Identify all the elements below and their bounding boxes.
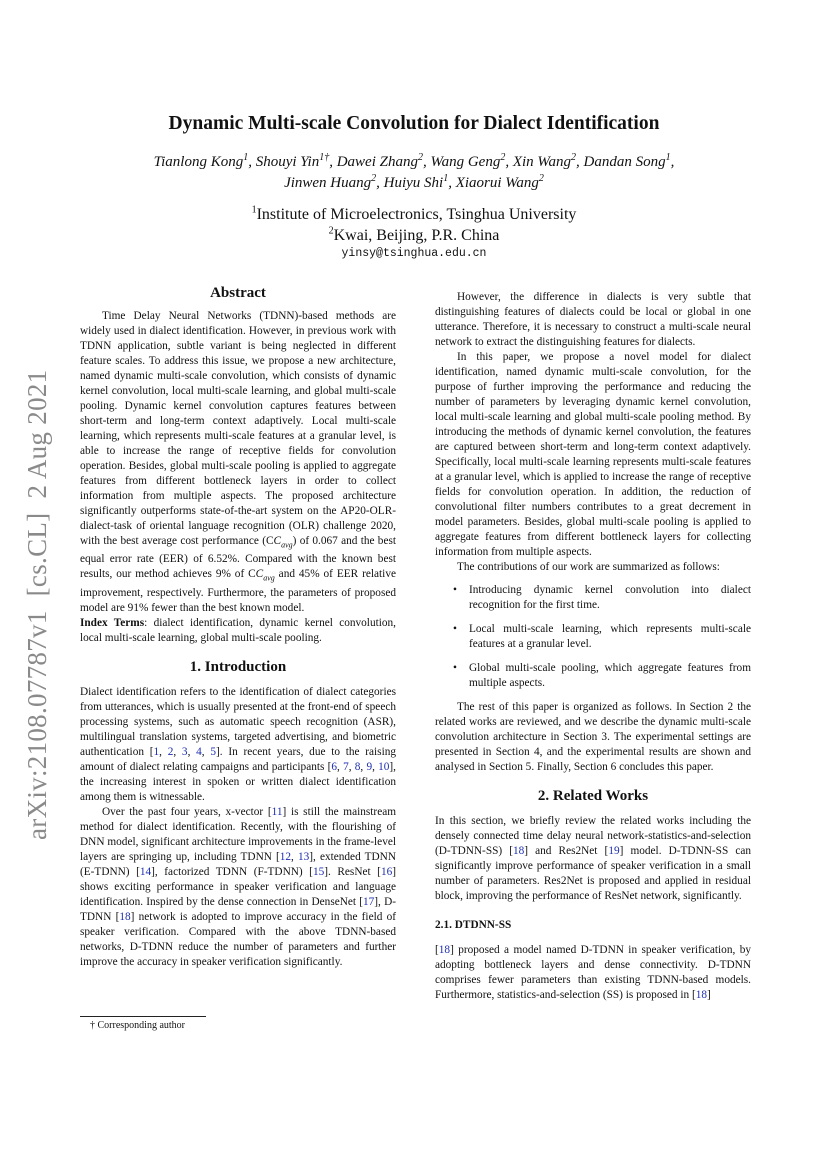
right-paragraph-1: However, the difference in dialects is very subtle that distinguishing features of dialects could be local or global in one utterance. Therefore, it is necessary to construct a multi-scale neural network to extract the distinguishing features for dialects. [435,291,751,348]
citation-link[interactable]: 15 [312,865,325,878]
paper-title: Dynamic Multi-scale Convolution for Dialect Identification [168,113,660,134]
abstract-text: Time Delay Neural Networks (TDNN)-based methods are widely used in dialect identification. However, in previous work with TDNN application, subtle variant is being neglected in different feature scales. To address this issue, we propose a new architecture, named dynamic multi-scale convolution, which consists of dynamic kernel convolution, local multi-scale learning, and global multi-scale pooling. Dynamic kernel convolution captures features between short-term and long-term context adaptively. Local multi-scale learning, which represents multi-scale features at a granular level, is able to increase the range of receptive fields for convolution operation. Besides, global multi-scale pooling is applied to aggregate features from different bottleneck layers in order to collect information from multiple aspects. The proposed architecture significantly outperforms state-of-the-art system on the AP20-OLR-dialect-task of oriental language recognition (OLR) challenge 2020, with the best average cost performance $(CC_{avg})$ of 0.067 and the best equal error rate (EER) of 6.52%. Compared with the known best results, our method achieves 9% of $CC_{avg}$ and 45% of EER relative improvement, respectively. Furthermore, the parameters of proposed model are 91% fewer than the best known model. [80,310,396,614]
subsection-heading: 2.1. DTDNN-SS [435,919,512,931]
citation-link[interactable]: 1 [153,745,160,758]
list-item: • Local multi-scale learning, which represents multi-scale features at a granular level. [453,623,751,650]
arxiv-category: [cs.CL] [22,512,52,597]
right-paragraph-4: The rest of this paper is organized as follows. In Section 2 the related works are reviewed, and we describe the dynamic multi-scale convolution architecture in Section 3. The experimental settings are presented in Section 4, and the experimental results are shown and analysed in Section 5. Finally, Section 6 concludes this paper. [435,701,751,773]
affiliations [114,204,714,246]
author: Shouyi Yin [255,154,320,170]
citation-link[interactable]: 14 [139,865,152,878]
footnote-rule [80,1016,206,1017]
list-item: • Global multi-scale pooling, which aggregate features from multiple aspects. [453,662,751,689]
citation-link[interactable]: 11 [271,805,283,818]
citation-link[interactable]: 12 [279,850,292,863]
intro-paragraph-2: Over the past four years, x-vector [11] is still the mainstream method for dialect identification. Recently, with the flourishing of DNN model, significant architecture improvements in the frame-level layers are springing up, including TDNN [12, 13], extended TDNN (E-TDNN) [14], factorized TDNN (F-TDNN) [15]. ResNet [16] shows exciting performance in speaker verification and language identification. Inspired by the dense connection in DenseNet [17], D-TDNN [18] network is adopted to improve accuracy in the field of speaker verification. Compared with the above TDNN-based networks, D-TDNN reduce the number of parameters and further improve the accuracy in speaker verification significantly. [80,805,397,968]
author: Dandan Song [583,154,666,170]
author: Dawei Zhang [336,154,418,170]
right-paragraph-3: The contributions of our work are summarized as follows: [457,561,720,573]
citation-link[interactable]: 2 [167,745,174,758]
arxiv-side-stamp [22,370,53,840]
author: Wang Geng [430,154,501,170]
introduction-heading: 1. Introduction [189,658,287,675]
affiliation-1: $^1$Institute of Microelectronics, Tsinghua University [251,204,577,223]
citation-link[interactable]: 18 [119,910,131,923]
list-item: • Introducing dynamic kernel convolution into dialect recognition for the first time. [453,584,751,611]
citation-link[interactable]: 18 [438,944,451,956]
index-terms: Index Terms: dialect identification, dynamic kernel convolution, local multi-scale learning, global multi-scale pooling. [80,616,396,644]
arxiv-date: 2 Aug 2021 [22,369,52,499]
right-column [435,290,751,1003]
author: Tianlong Kong [153,154,244,170]
bullet-icon: • [453,584,457,596]
citation-link[interactable]: 7 [343,760,349,773]
contribution-list [435,583,751,691]
author-list [90,152,738,194]
citation-link[interactable]: 10 [378,760,390,773]
author-line-2: Jinwen Huang$^2$, Huiyu Shi$^1$, Xiaorui Wang$^2$ [284,173,544,191]
author: Jinwen Huang [284,175,372,191]
bullet-icon: • [453,662,457,674]
bullet-icon: • [453,623,457,635]
right-paragraph-2: In this paper, we propose a novel model for dialect identification, named dynamic multi-scale convolution, for the purpose of further improving the performance and reducing the number of parameters by leveraging dynamic kernel convolution, local multi-scale learning and global multi-scale pooling method. By introducing the methods of dynamic kernel convolution, the features are captured between short-term and long-term context adaptively. Specifically, local multi-scale learning represents multi-scale features at a granular level, which is applied to increase the range of receptive fields for convolution operation. In addition, the reduction of convolutional filter numbers contributes to a great decrement in model parameters. Besides, global multi-scale pooling is applied to aggregate features from different bottleneck layers for collecting information from multiple aspects. [435,351,751,558]
citation-link[interactable]: 18 [695,989,708,1001]
citation-link[interactable]: 3 [181,745,188,758]
contact-email: yinsy@tsinghua.edu.cn [341,247,487,260]
related-paragraph: In this section, we briefly review the related works including the densely connected time delay neural network-statistics-and-selection (D-TDNN-SS) [18] and Res2Net [19] model. D-TDNN-SS can significantly improve performance of speaker verification in a small number of parameters. Res2Net is proposed and applied in residual block, improving the performance of ResNet network, significantly. [435,815,751,902]
citation-link[interactable]: 18 [513,845,525,857]
subsection-paragraph: [18] proposed a model named D-TDNN in speaker verification, by adopting bottleneck layers and dense connectivity. D-TDNN comprises fewer parameters than existing TDNN-based models. Furthermore, statistics-and-selection (SS) is proposed in [18] [435,944,751,1001]
footnote: † Corresponding author [90,1020,185,1031]
citation-link[interactable]: 6 [331,760,338,773]
author: Xiaorui Wang [455,175,539,191]
citation-link[interactable]: 9 [366,760,373,773]
citation-link[interactable]: 13 [297,850,310,863]
citation-link[interactable]: 19 [608,845,620,857]
author-line-1: Tianlong Kong$^1$, Shouyi Yin$^{1\dagger}$, Dawei Zhang$^2$, Wang Geng$^2$, Xin Wang$^2$, Dandan Song$^1$, [153,152,675,170]
abstract-heading: Abstract [210,285,266,301]
author: Xin Wang [512,154,572,170]
author: Huiyu Shi [383,175,444,191]
intro-paragraph-1: Dialect identification refers to the identification of dialect categories from utterances, which is usually presented at the front-end of speech processing systems, such as automatic speech recognition (ASR), multilingual translation systems, targeted advertising, and biometric authentication [1, 2, 3, 4, 5]. In recent years, due to the raising amount of dialect relating campaigns and participants [6, 7, 8, 9, 10], the increasing interest in spoken or written dialect identification among them is witnessable. [80,685,397,803]
affiliation-2: $^2$Kwai, Beijing, P.R. China [328,225,500,244]
citation-link[interactable]: 8 [354,760,361,773]
citation-link[interactable]: 16 [380,865,393,878]
citation-link[interactable]: 5 [210,745,217,758]
left-column [80,286,396,970]
related-works-heading: 2. Related Works [537,788,649,804]
citation-link[interactable]: 4 [196,745,202,758]
citation-link[interactable]: 17 [363,895,375,908]
arxiv-id: arXiv:2108.07787v1 [22,610,52,840]
